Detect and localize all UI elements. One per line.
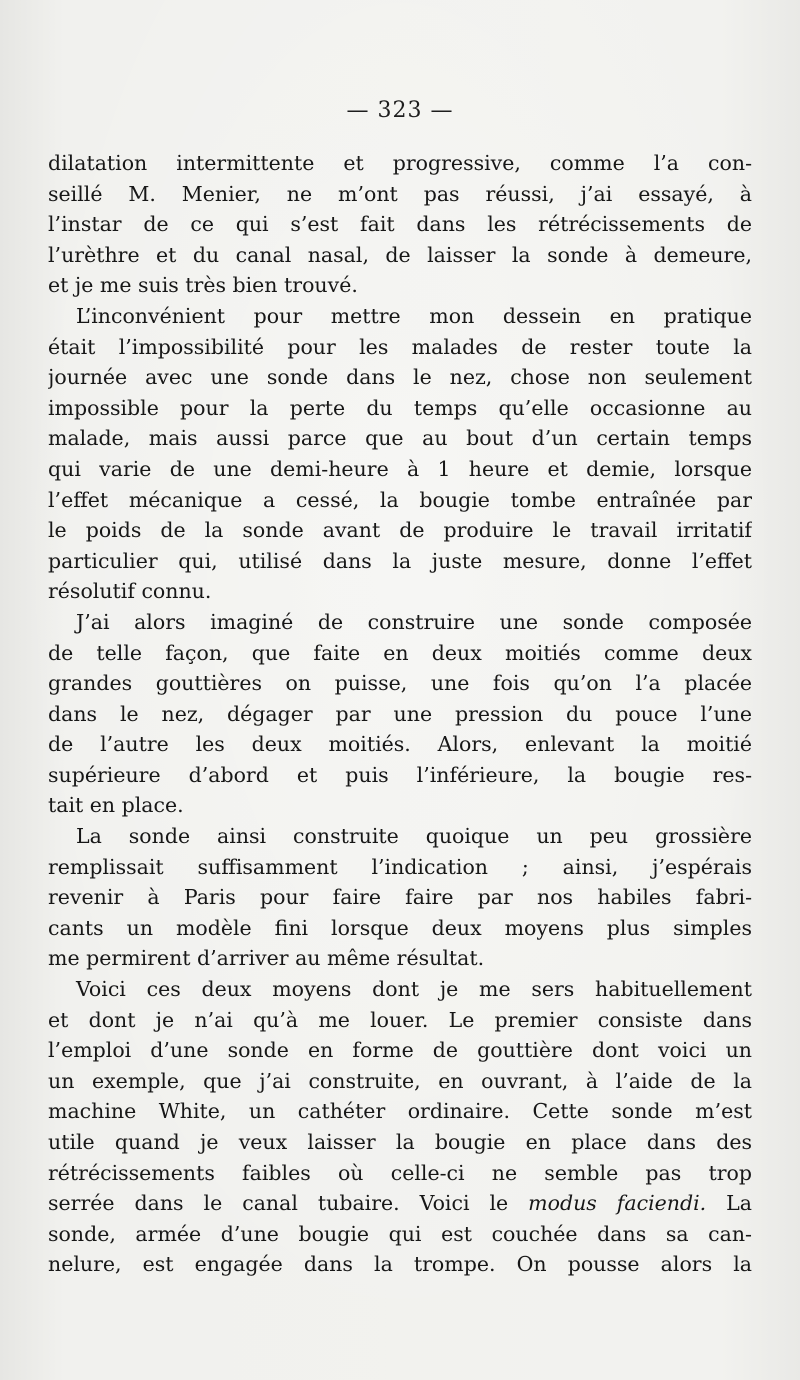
- text-line: supérieure d’abord et puis l’inférieure, la bougie res-: [48, 762, 752, 787]
- text-line: [48, 1188, 752, 1219]
- text-line: l’effet mécanique a cessé, la bougie tombe entraînée par: [48, 487, 752, 512]
- text-line: journée avec une sonde dans le nez, chose non seulement: [48, 365, 752, 390]
- text-line: tait en place.: [48, 793, 184, 818]
- text-line: Voici ces deux moyens dont je me sers habituellement: [76, 977, 752, 1002]
- body-text: [48, 148, 752, 1280]
- text-line-start: serrée dans le canal tubaire. Voici le: [48, 1191, 509, 1216]
- text-line: me permirent d’arriver au même résultat.: [48, 946, 485, 971]
- text-line: L’inconvénient pour mettre mon dessein en pratique: [76, 303, 752, 328]
- text-line: remplissait suffisamment l’indication ; ainsi, j’espérais: [48, 854, 752, 879]
- text-line: l’emploi d’une sonde en forme de gouttière dont voici un: [48, 1038, 752, 1063]
- text-line: l’instar de ce qui s’est fait dans les rétrécissements de: [48, 212, 752, 237]
- text-line: J’ai alors imaginé de construire une sonde composée: [76, 609, 752, 634]
- text-line: et dont je n’ai qu’à me louer. Le premier consiste dans: [48, 1007, 752, 1032]
- text-line: de telle façon, que faite en deux moitiés comme deux: [48, 640, 752, 665]
- text-line: utile quand je veux laisser la bougie en place dans des: [48, 1130, 752, 1154]
- page-number: — 323 —: [346, 98, 454, 123]
- text-line: dans le nez, dégager par une pression du pouce l’une: [48, 701, 752, 726]
- text-line: qui varie de une demi-heure à 1 heure et demie, lorsque: [48, 456, 752, 481]
- text-line: machine White, un cathéter ordinaire. Cette sonde m’est: [48, 1099, 752, 1124]
- text-line: l’urèthre et du canal nasal, de laisser la sonde à demeure,: [48, 242, 752, 267]
- text-line: un exemple, que j’ai construite, en ouvrant, à l’aide de la: [48, 1068, 752, 1093]
- text-line: rétrécissements faibles où celle-ci ne semble pas trop: [48, 1160, 752, 1185]
- text-line: et je me suis très bien trouvé.: [48, 273, 358, 298]
- text-line: était l’impossibilité pour les malades de rester toute la: [48, 334, 752, 359]
- text-line: seillé M. Menier, ne m’ont pas réussi, j’ai essayé, à: [48, 181, 752, 206]
- text-line: La sonde ainsi construite quoique un peu grossière: [76, 824, 752, 849]
- text-line: le poids de la sonde avant de produire le travail irritatif: [48, 518, 752, 543]
- text-line: particulier qui, utilisé dans la juste mesure, donne l’effet: [48, 548, 752, 573]
- text-line: nelure, est engagée dans la trompe. On pousse alors la: [48, 1252, 752, 1277]
- italic-phrase: modus faciendi.: [528, 1191, 707, 1216]
- text-line: impossible pour la perte du temps qu’elle occasionne au: [48, 395, 752, 420]
- text-line: revenir à Paris pour faire faire par nos habiles fabri-: [48, 885, 752, 910]
- text-line: grandes gouttières on puisse, une fois qu’on l’a placée: [48, 671, 752, 696]
- text-line: résolutif connu.: [48, 579, 212, 604]
- text-line: malade, mais aussi parce que au bout d’un certain temps: [48, 426, 752, 451]
- text-line: dilatation intermittente et progressive, comme l’a con-: [48, 151, 752, 175]
- text-line-end: La: [706, 1191, 752, 1216]
- text-line: sonde, armée d’une bougie qui est couchée dans sa can-: [48, 1221, 752, 1246]
- text-line: cants un modèle fini lorsque deux moyens plus simples: [48, 915, 752, 940]
- text-line: de l’autre les deux moitiés. Alors, enlevant la moitié: [48, 732, 752, 757]
